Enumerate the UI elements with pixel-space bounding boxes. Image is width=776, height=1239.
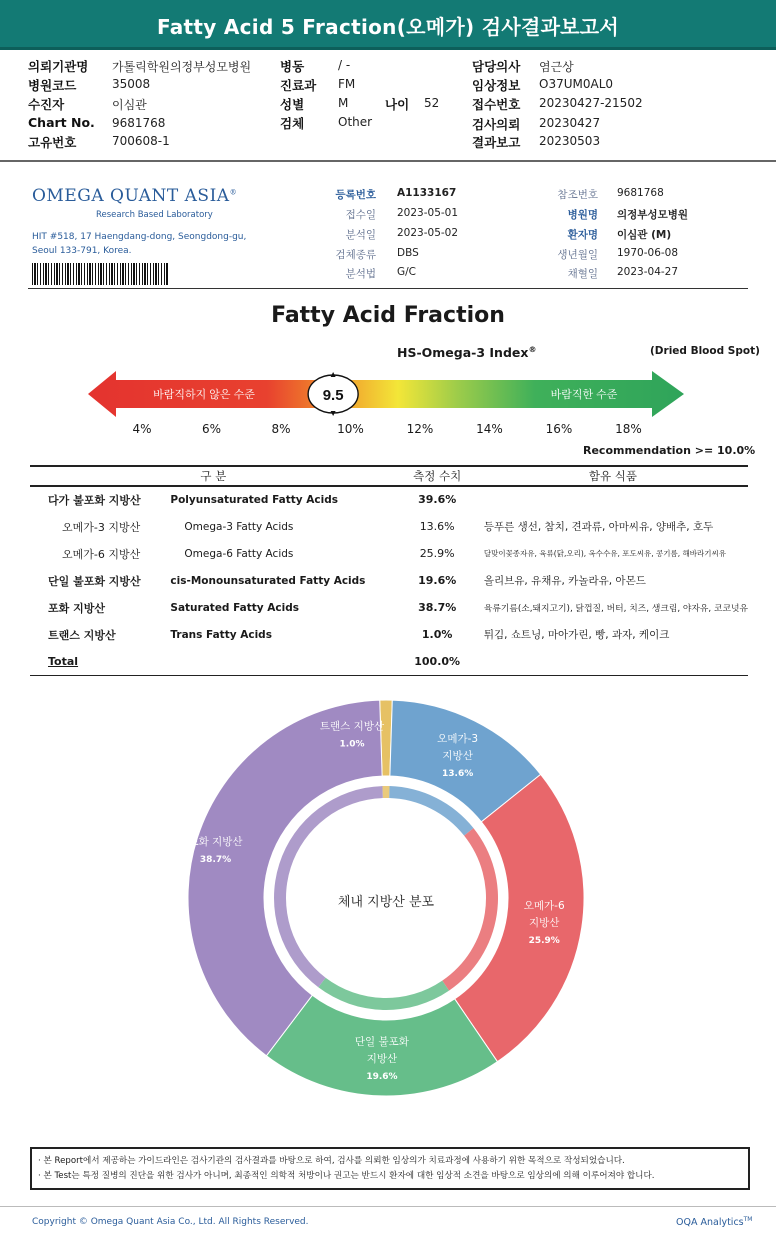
pat-label: 환자명 [567, 229, 598, 241]
ref-label: 참조번호 [557, 189, 598, 201]
reg-label: 등록번호 [335, 189, 376, 201]
donut-label-trans: 트랜스 지방산 1.0% [319, 720, 385, 750]
index-tick-label: 14% [476, 422, 503, 436]
copyright: Copyright © Omega Quant Asia Co., Ltd. All Rights Reserved. [32, 1217, 309, 1227]
receipt-value: 20230427-21502 [539, 96, 643, 110]
method-value: G/C [397, 266, 417, 278]
row-kor: 다가 불포화 지방산 [30, 486, 170, 513]
row-food: 등푸른 생선, 참치, 견과류, 아마씨유, 양배추, 호두 [478, 513, 748, 540]
row-kor: 단일 불포화 지방산 [30, 567, 170, 594]
draw-label: 채혈일 [567, 268, 598, 280]
dept-label: 진료과 [280, 78, 317, 93]
chart-no-label: Chart No. [28, 115, 95, 130]
donut-label-omega6: 오메가-6 지방산 25.9% [523, 899, 565, 946]
row-value: 1.0% [397, 621, 478, 648]
sex-value: M [338, 96, 349, 110]
report-date-value: 20230503 [539, 134, 601, 148]
spec-label: 검체종류 [335, 249, 376, 261]
row-value: 39.6% [397, 486, 478, 513]
ward-value: / - [338, 58, 351, 72]
index-title-text: HS-Omega-3 Index [397, 345, 529, 361]
donut-label-mufa: 단일 불포화 지방산 19.6% [354, 1035, 409, 1082]
index-title [397, 345, 536, 360]
donut-label-omega3: 오메가-3 지방산 13.6% [437, 732, 479, 779]
lab-logo [32, 186, 237, 206]
row-eng: Polyunsaturated Fatty Acids [170, 486, 396, 513]
age-value: 52 [424, 96, 440, 110]
report-title-bar [0, 0, 776, 50]
request-value: 20230427 [539, 116, 601, 130]
institution-value: 가톨릭학원의정부성모병원 [112, 60, 252, 74]
ward-label: 병동 [280, 59, 305, 74]
row-food: 올리브유, 유채유, 카놀라유, 아몬드 [478, 567, 748, 594]
dob-value: 1970-06-08 [617, 247, 679, 259]
pat-value: 이심관 (M) [617, 229, 672, 241]
desirable-level-label: 바람직한 수준 [550, 389, 618, 401]
lab-subtitle: Research Based Laboratory [96, 210, 213, 220]
anal-value: 2023-05-02 [397, 227, 459, 239]
spec-value: DBS [397, 247, 419, 259]
doctor-value: 염근상 [539, 60, 574, 74]
header-divider [0, 160, 776, 162]
barcode [32, 263, 168, 285]
fatty-acid-donut-chart [0, 690, 776, 1130]
unique-id-label: 고유번호 [28, 135, 77, 150]
index-tick-label: 4% [132, 422, 152, 436]
doctor-label: 담당의사 [472, 59, 521, 74]
recv-label: 접수일 [345, 209, 376, 221]
index-value: 9.5 [322, 387, 344, 404]
inner-ring-trans [382, 786, 389, 798]
col-header-category: 구 분 [30, 466, 397, 486]
omega3-index-scale [88, 368, 688, 420]
index-value-marker [308, 372, 358, 416]
row-eng: Omega-6 Fatty Acids [170, 540, 396, 567]
fatty-acid-table [30, 465, 748, 676]
index-tick-label: 8% [271, 422, 291, 436]
lab-logo-text: OMEGA QUANT ASIA [32, 186, 230, 206]
index-tick-label: 18% [615, 422, 642, 436]
table-row-omega6 [30, 540, 748, 567]
disclaimer-line-1: · 본 Report에서 제공하는 가이드라인은 검사기관의 검사결과를 바탕으로 하여, 검사를 의뢰한 임상의가 치료과정에 사용하기 위한 목적으로 작성되었습니다. [38, 1156, 625, 1166]
recv-value: 2023-05-01 [397, 207, 459, 219]
row-value: 19.6% [397, 567, 478, 594]
row-kor: 트랜스 지방산 [30, 621, 170, 648]
lab-address-line1: HIT #518, 17 Haengdang-dong, Seongdong-gu, [32, 232, 247, 242]
row-food [478, 486, 748, 513]
clinical-value: O37UM0AL0 [539, 77, 614, 91]
chart-no-value: 9681768 [112, 116, 166, 130]
receipt-label: 접수번호 [472, 97, 521, 112]
row-eng: cis-Monounsaturated Fatty Acids [170, 567, 396, 594]
table-row-omega3 [30, 513, 748, 540]
row-value: 25.9% [397, 540, 478, 567]
index-tick-label: 10% [337, 422, 364, 436]
unique-id-value: 700608-1 [112, 134, 170, 148]
institution-label: 의뢰기관명 [28, 59, 89, 74]
total-value: 100.0% [397, 648, 478, 675]
ref-value: 9681768 [617, 187, 664, 199]
oqa-brand-tm: TM [743, 1216, 753, 1223]
footer-divider [0, 1206, 776, 1207]
index-title-reg: ® [528, 345, 537, 354]
oqa-brand-text: OQA Analytics [676, 1217, 744, 1229]
row-food: 달맞이꽃종자유, 육류(닭,오리), 옥수수유, 포도씨유, 콩기름, 해바라기씨유 [478, 540, 748, 567]
method-label: 분석법 [345, 268, 376, 280]
dob-label: 생년월일 [557, 249, 598, 261]
hosp-value: 의정부성모병원 [617, 209, 689, 221]
recommendation: Recommendation >= 10.0% [583, 444, 756, 457]
row-kor: 오메가-3 지방산 [30, 513, 170, 540]
table-row-total [30, 648, 748, 675]
dept-value: FM [338, 77, 356, 91]
lab-address-line2: Seoul 133-791, Korea. [32, 246, 132, 256]
oqa-brand [676, 1216, 752, 1228]
row-kor: 오메가-6 지방산 [30, 540, 170, 567]
specimen-label: 검체 [280, 116, 305, 131]
row-kor: 포화 지방산 [30, 594, 170, 621]
request-label: 검사의뢰 [472, 117, 521, 132]
row-eng: Trans Fatty Acids [170, 621, 396, 648]
col-header-value: 측정 수치 [397, 466, 478, 486]
table-row-pufa [30, 486, 748, 513]
hospital-code-label: 병원코드 [28, 78, 77, 93]
index-tick-label: 6% [201, 422, 222, 436]
donut-label-sfa: 포화 지방산 38.7% [188, 835, 243, 865]
clinical-label: 임상정보 [472, 78, 521, 93]
patient-value: 이심관 [112, 98, 147, 112]
patient-label: 수진자 [28, 97, 65, 112]
index-tick-label: 16% [545, 422, 573, 436]
section-title: Fatty Acid Fraction [271, 303, 505, 328]
report-title: Fatty Acid 5 Fraction(오메가) 검사결과보고서 [156, 15, 620, 39]
row-value: 38.7% [397, 594, 478, 621]
total-label: Total [30, 648, 170, 675]
row-food: 튀김, 쇼트닝, 마아가린, 빵, 과자, 케이크 [478, 621, 748, 648]
row-eng: Omega-3 Fatty Acids [170, 513, 396, 540]
lab-divider [28, 288, 748, 289]
donut-center-title: 체내 지방산 분포 [337, 895, 435, 910]
table-row-trans [30, 621, 748, 648]
col-header-food: 함유 식품 [478, 466, 748, 486]
anal-label: 분석일 [345, 229, 376, 241]
index-tick-label: 12% [406, 422, 434, 436]
donut-slice-omega6 [455, 774, 584, 1061]
report-date-label: 결과보고 [472, 135, 521, 150]
table-row-sfa [30, 594, 748, 621]
hosp-label: 병원명 [567, 209, 598, 221]
draw-value: 2023-04-27 [617, 266, 679, 278]
disclaimer-box [30, 1147, 750, 1190]
age-label: 나이 [385, 97, 410, 112]
disclaimer-line-2: · 본 Test는 특정 질병의 진단을 위한 검사가 아니며, 최종적인 의학적 처방이나 권고는 반드시 환자에 대한 임상적 소견을 바탕으로 임상의에 의해 이루어져야 합니다. [38, 1171, 655, 1181]
hospital-code-value: 35008 [112, 77, 151, 91]
row-value: 13.6% [397, 513, 478, 540]
undesirable-level-label: 바람직하지 않은 수준 [153, 389, 255, 401]
specimen-value: Other [338, 115, 373, 129]
row-food: 육류기름(소,돼지고기), 닭껍질, 버터, 치즈, 생크림, 야자유, 코코넛유 [478, 594, 748, 621]
lab-logo-reg: ® [229, 188, 238, 197]
sex-label: 성별 [280, 97, 305, 112]
inner-ring-mufa [318, 978, 449, 1010]
row-eng: Saturated Fatty Acids [170, 594, 396, 621]
table-row-mufa [30, 567, 748, 594]
sample-type-label: (Dried Blood Spot) [650, 345, 760, 357]
reg-value: A1133167 [397, 187, 457, 199]
